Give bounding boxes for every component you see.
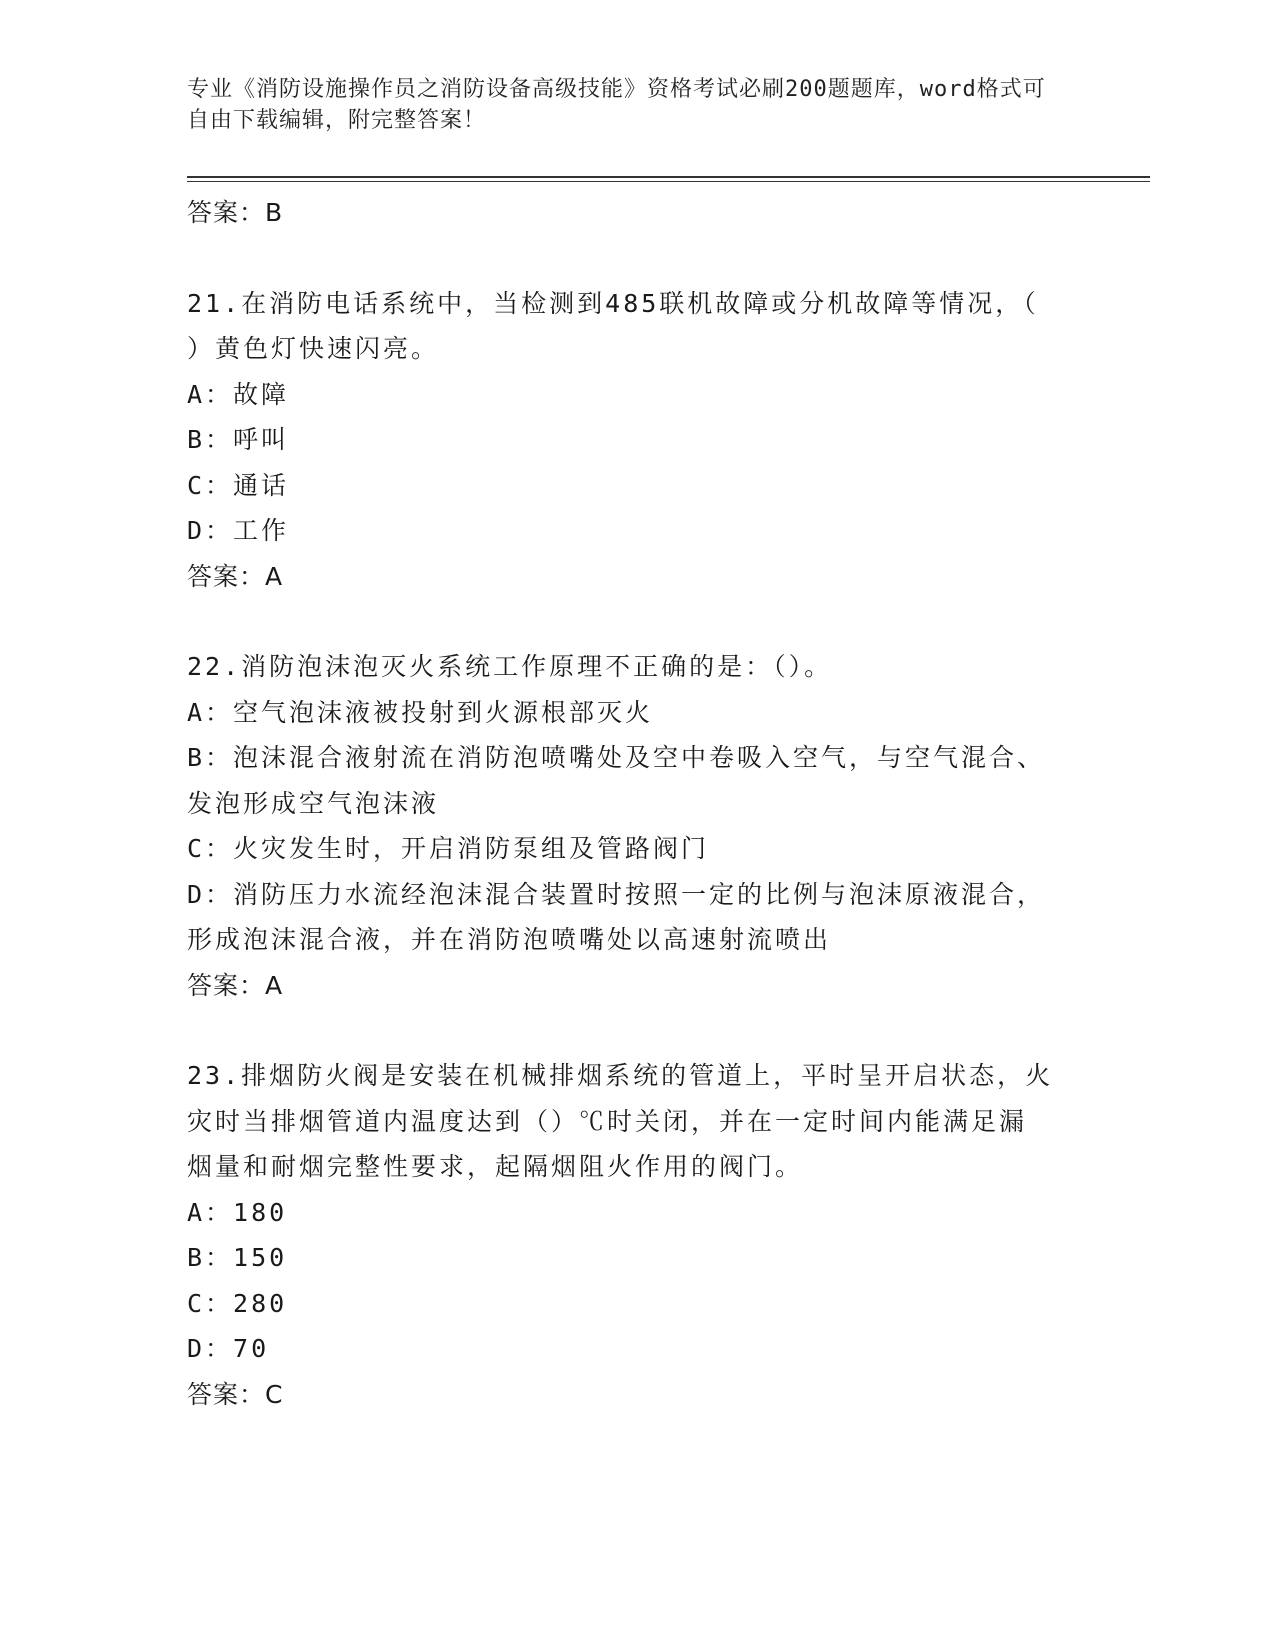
option-c: C：280: [187, 1288, 288, 1318]
question-21: [187, 281, 1087, 600]
question-stem: ）黄色灯快速闪亮。: [187, 334, 440, 363]
option-b: B：呼叫: [187, 425, 290, 454]
document-body: [187, 190, 1087, 1417]
question-23: [187, 1053, 1087, 1417]
question-stem: 22.消防泡沫泡灭火系统工作原理不正确的是：（）。: [187, 652, 833, 681]
spacer: [187, 236, 1087, 281]
question-stem: 烟量和耐烟完整性要求，起隔烟阻火作用的阀门。: [187, 1152, 804, 1181]
question-stem: 灾时当排烟管道内温度达到（）℃时关闭，并在一定时间内能满足漏: [187, 1106, 1028, 1136]
question-22: [187, 644, 1087, 1008]
option-d: D：工作: [187, 516, 290, 545]
question-stem: 21.在消防电话系统中，当检测到485联机故障或分机故障等情况，（: [187, 288, 1039, 318]
option-c: C：火灾发生时，开启消防泵组及管路阀门: [187, 834, 710, 863]
answer-previous: 答案：B: [187, 198, 284, 227]
option-b: B：150: [187, 1243, 288, 1272]
answer: 答案：C: [187, 1379, 284, 1409]
header-rule-thin: [187, 181, 1150, 182]
option-d: D：70: [187, 1334, 270, 1363]
document-header: 专业《消防设施操作员之消防设备高级技能》资格考试必刷200题题库，word格式可自由下载编辑，附完整答案！: [187, 77, 1046, 133]
question-stem: 23.排烟防火阀是安装在机械排烟系统的管道上，平时呈开启状态，火: [187, 1061, 1054, 1090]
option-a: A：故障: [187, 379, 290, 409]
header-rule-thick: [187, 176, 1150, 178]
option-d-continued: 形成泡沫混合液，并在消防泡喷嘴处以高速射流喷出: [187, 925, 832, 954]
spacer: [187, 1008, 1087, 1053]
answer: 答案：A: [187, 970, 284, 1000]
option-b-continued: 发泡形成空气泡沫液: [187, 788, 440, 818]
answer: 答案：A: [187, 561, 284, 591]
spacer: [187, 599, 1087, 644]
option-d: D：消防压力水流经泡沫混合装置时按照一定的比例与泡沫原液混合，: [187, 879, 1046, 909]
option-a: A：空气泡沫液被投射到火源根部灭火: [187, 697, 654, 727]
option-b: B：泡沫混合液射流在消防泡喷嘴处及空中卷吸入空气，与空气混合、: [187, 743, 1046, 772]
option-c: C：通话: [187, 470, 290, 500]
option-a: A：180: [187, 1197, 288, 1227]
